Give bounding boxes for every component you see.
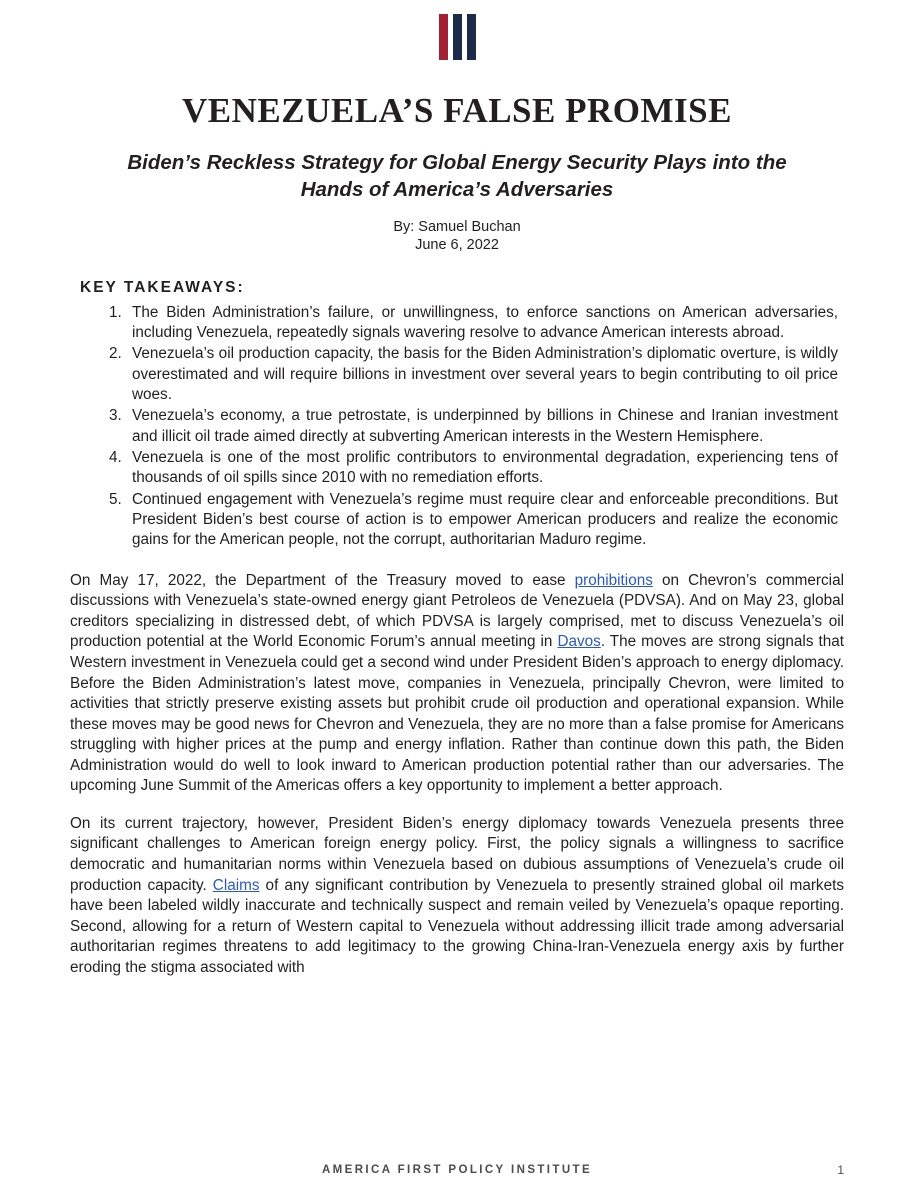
logo-bar-navy-icon xyxy=(467,14,476,60)
paragraph-text: on Chevron’s commercial discussions with Venezuela’s state-owned energy giant Petroleos de Venezuela (PDVSA). And on May 23, global creditors specializing in distressed debt, of which PDVSA is largely comprised, met to discuss Venezuela’s oil production potential at the World Economic Forum’s annual meeting in xyxy=(70,571,844,651)
prohibitions-link[interactable]: prohibitions xyxy=(574,571,653,589)
paragraph-text: of any significant contribution by Venezuela to presently strained global oil markets have been labeled wildly inaccurate and technically suspect and remain veiled by Venezuela’s opaque reporting. Second, allowing for a return of Western capital to Venezuela without addressing illicit trade among adversarial authoritarian regimes threatens to add legitimacy to the growing China-Iran-Venezuela energy axis by further eroding the stigma associated with xyxy=(70,876,844,976)
page-subtitle: Biden’s Reckless Strategy for Global Energy Security Plays into the Hands of America’s Adversaries xyxy=(127,150,787,201)
body-paragraph-1 xyxy=(70,571,844,797)
list-item: 3. Venezuela’s economy, a true petrostate, is underpinned by billions in Chinese and Iranian investment and illicit oil trade aimed directly at subverting American interests in the Western Hemisphere. xyxy=(126,406,838,447)
logo-bar-navy-icon xyxy=(453,14,462,60)
body-paragraph-2 xyxy=(70,814,844,979)
davos-link[interactable]: Davos xyxy=(557,633,601,651)
key-takeaways-list xyxy=(70,303,838,551)
list-item: 4. Venezuela is one of the most prolific contributors to environmental degradation, experiencing tens of thousands of oil spills since 2010 with no remediation efforts. xyxy=(126,448,838,489)
key-takeaways-heading: KEY TAKEAWAYS: xyxy=(80,278,245,296)
page-title: VENEZUELA’S FALSE PROMISE xyxy=(182,91,732,130)
footer-organization: AMERICA FIRST POLICY INSTITUTE xyxy=(321,1164,593,1176)
organization-logo xyxy=(70,0,844,70)
page-footer xyxy=(70,1160,844,1180)
paragraph-text: On May 17, 2022, the Department of the Treasury moved to ease xyxy=(70,571,575,589)
paragraph-text: On its current trajectory, however, President Biden’s energy diplomacy towards Venezuela presents three significant challenges to American foreign energy policy. First, the policy signals a willingness to sacrifice democratic and humanitarian norms within Venezuela based on dubious assumptions of Venezuela’s crude oil production capacity. xyxy=(70,814,844,894)
paragraph-text: . The moves are strong signals that Western investment in Venezuela could get a second wind under President Biden’s approach to energy diplomacy. Before the Biden Administration’s latest move, companies in Venezuela, principally Chevron, were limited to activities that strictly preserve existing assets but prohibit crude oil production and operational expansion. While these moves may be good news for Chevron and Venezuela, they are no more than a false promise for Americans struggling with higher prices at the pump and energy inflation. Rather than continue down this path, the Biden Administration would do well to look inward to American production potential rather than our adversaries. The upcoming June Summit of the Americas offers a key opportunity to implement a better approach. xyxy=(70,633,845,795)
list-item: 1. The Biden Administration’s failure, or unwillingness, to enforce sanctions on American adversaries, including Venezuela, repeatedly signals wavering resolve to advance American interests abroad. xyxy=(126,303,838,344)
logo-mark xyxy=(439,14,476,60)
byline: By: Samuel Buchan xyxy=(393,218,521,235)
list-item: 2. Venezuela’s oil production capacity, the basis for the Biden Administration’s diplomatic overture, is wildly overestimated and will require billions in investment over several years to begin contributing to oil price woes. xyxy=(126,344,838,405)
publication-date: June 6, 2022 xyxy=(415,236,499,253)
claims-link[interactable]: Claims xyxy=(212,876,260,894)
list-item: 5. Continued engagement with Venezuela’s regime must require clear and enforceable preconditions. But President Biden’s best course of action is to empower American producers and realize the economic gains for the American people, not the corrupt, authoritarian Maduro regime. xyxy=(126,490,838,551)
footer-page-number: 1 xyxy=(837,1163,844,1177)
logo-bar-red-icon xyxy=(439,14,448,60)
